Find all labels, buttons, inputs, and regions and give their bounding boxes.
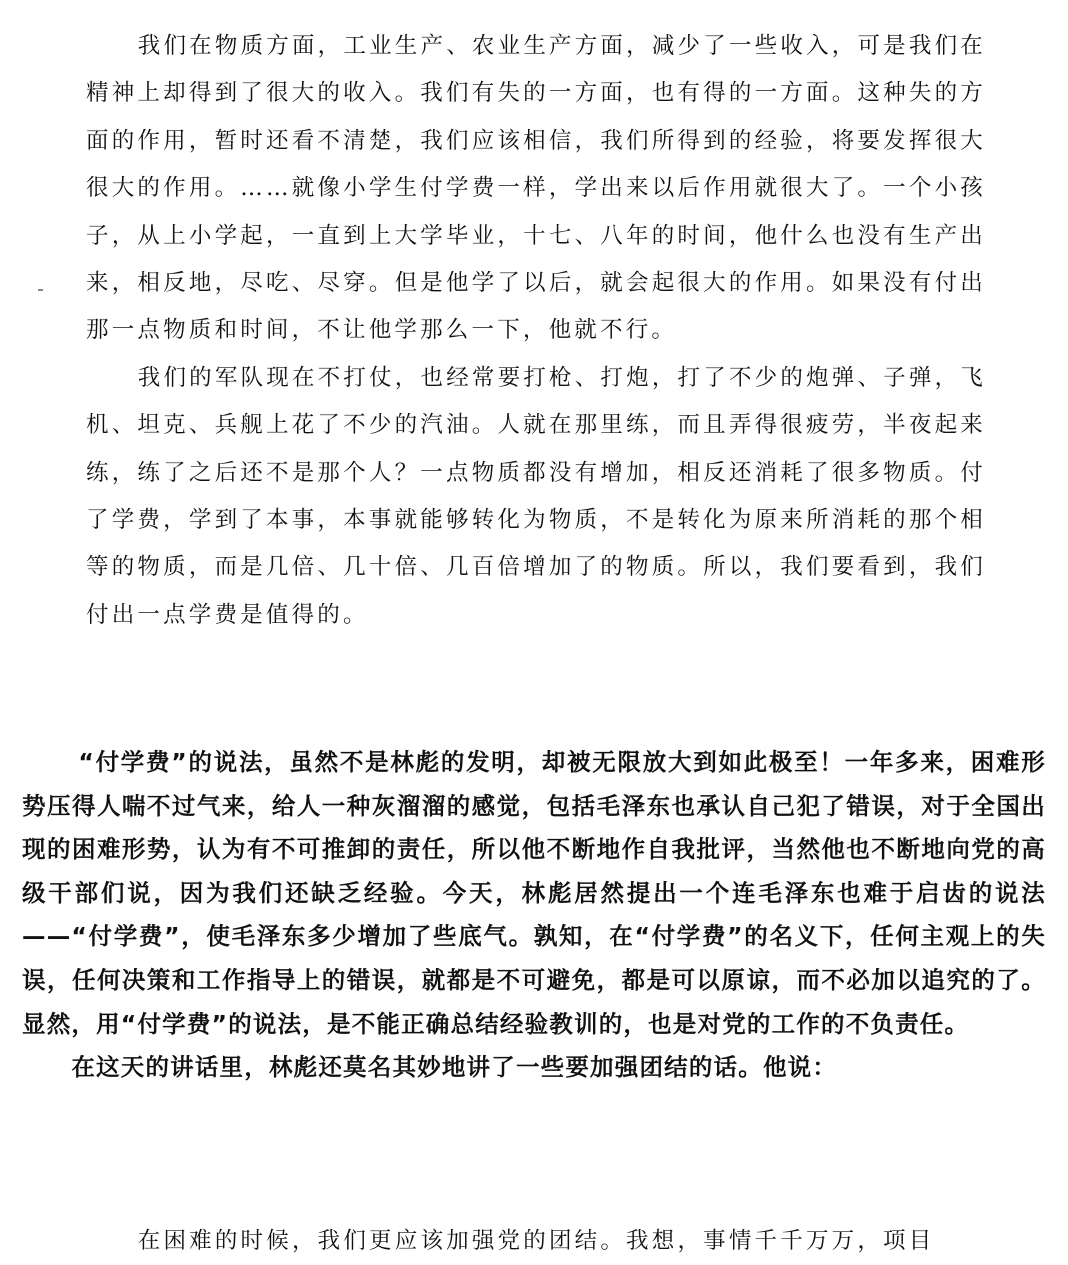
quote-paragraph-3: 在困难的时候，我们更应该加强党的团结。我想，事情千千万万，项目 (137, 1228, 935, 1254)
quote-paragraph-1: 我们在物质方面，工业生产、农业生产方面，减少了一些收入，可是我们在精神上却得到了很大的收入。我们有失的一方面，也有得的一方面。这种失的方面的作用，暂时还看不清楚，我们应该相信，我们所得到的经验，将要发挥很大很大的作用。……就像小学生付学费一样，学出来以后作用就很大了。一个小孩子，从上小学起，一直到上大学毕业，十七、八年的时间，他什么也没有生产出来，相反地，尽吃、尽穿。但是他学了以后，就会起很大的作用。如果没有付出那一点物质和时间，不让他学那么一下，他就不行。 (86, 33, 986, 344)
body-text (22, 741, 1046, 1090)
scan-speck (38, 289, 43, 291)
body-paragraph-1: “付学费”的说法，虽然不是林彪的发明，却被无限放大到如此极至！一年多来，困难形势压得人喘不过气来，给人一种灰溜溜的感觉，包括毛泽东也承认自己犯了错误，对于全国出现的困难形势，认为有不可推卸的责任，所以他不断地作自我批评，当然他也不断地向党的高级干部们说，因为我们还缺乏经验。今天，林彪居然提出一个连毛泽东也难于启齿的说法——“付学费”，使毛泽东多少增加了些底气。孰知，在“付学费”的名义下，任何主观上的失误，任何决策和工作指导上的错误，就都是不可避免，都是可以原谅，而不必加以追究的了。显然，用“付学费”的说法，是不能正确总结经验教训的，也是对党的工作的不负责任。 (22, 748, 1046, 1038)
block-quote-2 (86, 1218, 986, 1265)
body-paragraph-2: 在这天的讲话里，林彪还莫名其妙地讲了一些要加强团结的话。他说： (71, 1053, 838, 1082)
block-quote-1 (86, 23, 986, 639)
quote-paragraph-2: 我们的军队现在不打仗，也经常要打枪、打炮，打了不少的炮弹、子弹，飞机、坦克、兵舰上花了不少的汽油。人就在那里练，而且弄得很疲劳，半夜起来练，练了之后还不是那个人？一点物质都没有增加，相反还消耗了很多物质。付了学费，学到了本事，本事就能够转化为物质，不是转化为原来所消耗的那个相等的物质，而是几倍、几十倍、几百倍增加了的物质。所以，我们要看到，我们付出一点学费是值得的。 (86, 364, 986, 628)
